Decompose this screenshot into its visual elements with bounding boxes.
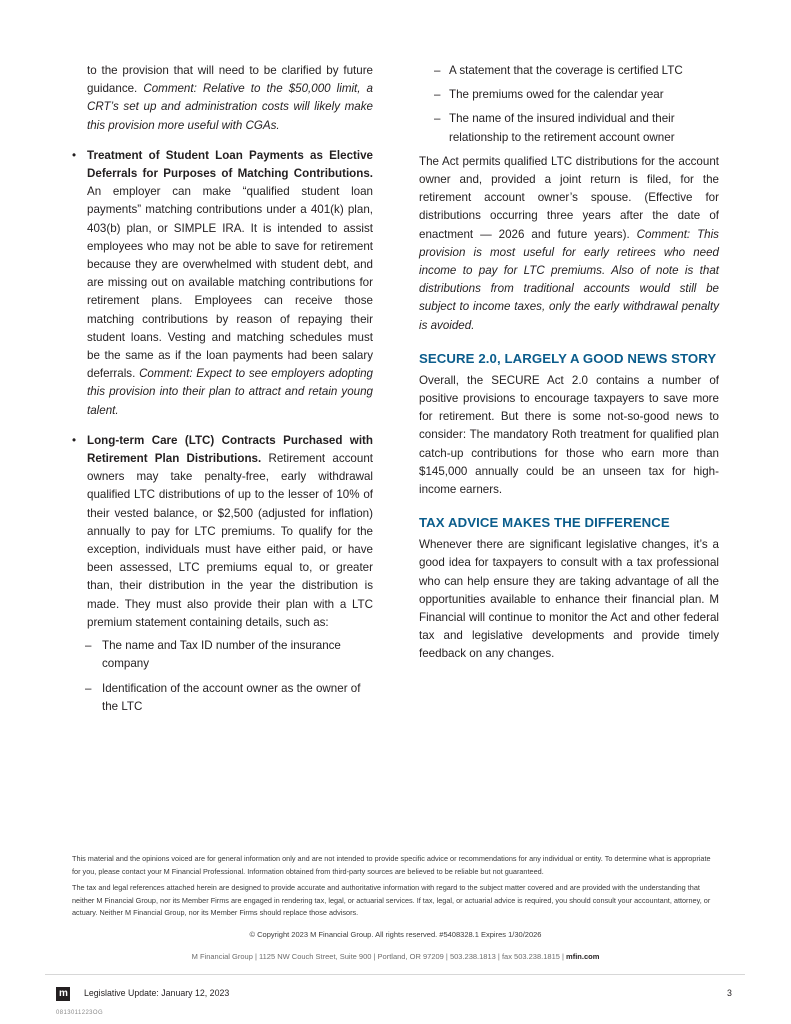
bullet-dot: • <box>72 433 77 447</box>
tax-advice-paragraph: Whenever there are significant legislative changes, it’s a good idea for taxpayers to consult with a tax professional who can help ensure they are taking advantage of all the opportunities available to enhance their financial plan. M Financial will continue to monitor the Act and other federal tax and legislative developments and provide timely feedback on any changes. <box>419 538 719 661</box>
dash-text: Identification of the account owner as the owner of the LTC <box>102 681 361 713</box>
dash-text: The premiums owed for the calendar year <box>449 88 664 102</box>
bullet-body: An employer can make “qualified student loan payments” matching contributions under a 401(k) plan, 403(b) plan, or SIMPLE IRA. It is intended to assist employees who may not be able to save for retirement because they are overwhelmed with student debt, and are missing out on available matching contributions for retirement plans. Employees can receive those matching contributions by reason of repaying their student loans. Vesting and matching schedules must be the same as if the loan payments had been salary deferrals. <box>87 185 373 381</box>
secure-paragraph: Overall, the SECURE Act 2.0 contains a number of positive provisions to encourage taxpayers to save more for retirement. But there is some not-so-good news to consider: The mandatory Roth treatment for qualified plan catch-up contributions for those who earn more than $145,000 annually could be an unseen tax for high-income earners. <box>419 373 719 497</box>
intro-comment: Comment: Relative to the $50,000 limit, a CRT’s set up and administration costs will likely make this provision more useful with CGAs. <box>87 82 373 132</box>
intro-paragraph <box>70 62 373 135</box>
dash-item <box>419 110 719 146</box>
bullet-item <box>70 432 373 632</box>
disclaimer-block <box>72 853 720 924</box>
dash-item <box>70 680 373 716</box>
dash-mark: – <box>434 88 441 102</box>
ltc-text: The Act permits qualified LTC distributions for the account owner and, provided a joint return is filed, for the retirement account owner’s spouse. (Effective for distributions occurring three years after the date of enactment — 2026 and future years). <box>419 154 719 241</box>
right-dash-list <box>419 62 719 147</box>
address-line <box>0 952 791 961</box>
dash-text: The name and Tax ID number of the insurance company <box>102 639 341 671</box>
section-heading-secure: SECURE 2.0, LARGELY A GOOD NEWS STORY <box>419 350 717 366</box>
document-title: Legislative Update: January 12, 2023 <box>84 988 230 998</box>
section-heading-tax-advice: TAX ADVICE MAKES THE DIFFERENCE <box>419 515 670 531</box>
disclaimer-tax-legal: The tax and legal references attached herein are designed to provide accurate and authoritative information with regard to the subject matter covered and are provided with the understanding that neither M Financial Group, nor its Member Firms are engaged in rendering tax, legal, or actuarial services. If tax, legal, or actuarial advice is required, you should consult your accountant, attorney, or actuary. Neither M Financial Group, nor its Member Firms should replace those advisors. <box>72 883 711 918</box>
left-column <box>70 62 373 722</box>
address-text: M Financial Group | 1125 NW Couch Street, Suite 900 | Portland, OR 97209 | 503.238.1813 | fax 503.238.1815 | <box>191 952 564 961</box>
m-financial-logo-icon <box>56 987 70 1001</box>
copyright-line: © Copyright 2023 M Financial Group. All rights reserved. #5408328.1 Expires 1/30/2026 <box>249 930 542 939</box>
website-link[interactable]: mfin.com <box>566 952 600 961</box>
dash-text: A statement that the coverage is certified LTC <box>449 64 683 77</box>
ltc-comment: Comment: This provision is most useful for early retirees who need income to pay for LTC premiums. Also of note is that distributions from traditional accounts would still be subject to income taxes, only the early withdrawal penalty is avoided. <box>419 227 719 332</box>
bullet-lead: Treatment of Student Loan Payments as Elective Deferrals for Purposes of Matching Contributions. <box>87 148 373 181</box>
disclaimer-general: This material and the opinions voiced are for general information only and are not intended to provide specific advice or recommendations for any individual or entity. To determine what is appropriate for you, please contact your M Financial Professional. Information obtained from third-party sources are believed to be reliable but not guaranteed. <box>72 854 711 876</box>
dash-mark: – <box>434 112 441 126</box>
dash-item <box>419 62 719 80</box>
intro-text: to the provision that will need to be clarified by future guidance. <box>87 64 373 96</box>
dash-mark: – <box>434 64 441 77</box>
dash-text: The name of the insured individual and their relationship to the retirement account owner <box>449 112 675 144</box>
bullet-body: Retirement account owners may take penalty-free, early withdrawal qualified LTC distributions of up to the lesser of 10% of their vested balance, or $2,500 (adjusted for inflation) annually to pay for LTC premiums. To qualify for the exception, individuals must have either paid, or have been assessed, LTC premiums equal to, or greater than, their distribution in the year the distribution is made. They must also provide their plan with a LTC premium statement containing details, such as: <box>87 452 373 629</box>
bullet-item <box>70 147 373 420</box>
bullet-comment: Comment: Expect to see employers adopting this provision into their plan to attract and retain young talent. <box>87 367 373 417</box>
footer-divider <box>45 974 745 975</box>
bullet-dot: • <box>72 148 77 162</box>
ltc-paragraph <box>419 153 719 335</box>
dash-item <box>70 637 373 673</box>
right-column <box>419 62 719 664</box>
dash-item <box>419 86 719 104</box>
dash-mark: – <box>85 681 92 695</box>
left-dash-list <box>70 637 373 716</box>
logo-letter: m <box>59 988 68 999</box>
bullet-list <box>70 147 373 632</box>
bullet-lead: Long-term Care (LTC) Contracts Purchased with Retirement Plan Distributions. <box>87 433 373 466</box>
document-code: 0813011223OG <box>56 1010 104 1016</box>
page-number: 3 <box>727 988 732 998</box>
dash-mark: – <box>85 639 92 653</box>
